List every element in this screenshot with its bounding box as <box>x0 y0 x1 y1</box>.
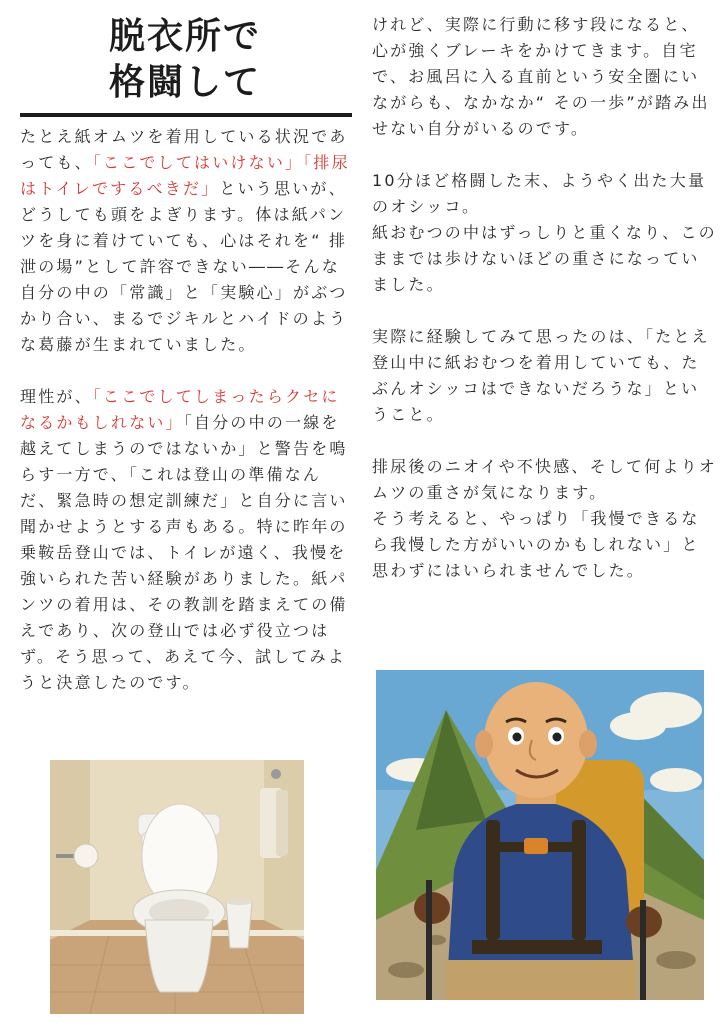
title-underline <box>20 113 352 117</box>
left-p2-text-b: 「自分の中の一線を越えてしまうのではないか」と警告を鳴らす一方で、「これは登山の準備なんだ、緊急時の想定訓練だ」と自分に言い聞かせようとする声もある。特に昨年の乗鞍岳登山では、トイレが遠く、我慢を強いられた苦い経験がありました。紙パンツの着用は、その教訓を踏まえての備えであり、次の登山では必ず役立つはず。そう思って、あえて今、試してみようと決意したのです。 <box>20 413 348 692</box>
right-p4-line-a: 排尿後のニオイや不快感、そして何よりオムツの重さが気になります。 <box>372 457 718 502</box>
page-title <box>40 14 330 106</box>
left-p1-text-b: という思いが、どうしても頭をよぎります。体は紙パンツを身に着けていても、心はそれを“ 排泄の場”として許容できない――そんな自分の中の「常識」と「実験心」がぶつかり合い、まるでジキルとハイドのような葛藤が生まれていました。 <box>20 179 348 354</box>
right-p2-line-b: 紙おむつの中はずっしりと重くなり、このままでは歩けないほどの重さになっていました。 <box>372 223 717 294</box>
right-paragraph-3: 実際に経験してみて思ったのは、「たとえ登山中に紙おむつを着用していても、たぶんオシッコはできないだろうな」ということ。 <box>372 327 710 424</box>
left-paragraph-2 <box>20 384 352 696</box>
left-p1-text-a: たとえ紙オムツを着用している状況であっても、 <box>20 127 348 172</box>
title-line-1: 脱衣所で <box>108 16 261 57</box>
toilet-photo <box>50 760 304 1014</box>
right-column <box>372 12 717 610</box>
left-paragraph-1 <box>20 124 352 358</box>
hiker-illustration <box>376 670 704 1000</box>
left-p1-highlight: 「ここでしてはいけない」「排尿はトイレでするべきだ」 <box>20 153 350 198</box>
left-p2-highlight: 「ここでしてしまったらクセになるかもしれない」 <box>20 387 340 432</box>
right-p2-line-a: 10分ほど格闘した末、ようやく出た大量のオシッコ。 <box>372 171 707 216</box>
left-column <box>20 124 352 722</box>
right-paragraph-1: けれど、実際に行動に移す段になると、心が強くブレーキをかけてきます。自宅で、お風呂に入る直前という安全圏にいながらも、なかなか“ その一歩”が踏み出せない自分がいるのです。 <box>372 15 710 138</box>
title-line-2: 格闘して <box>108 62 261 103</box>
right-paragraph-4 <box>372 454 717 584</box>
right-paragraph-2 <box>372 168 717 298</box>
right-p4-line-b: そう考えると、やっぱり「我慢できるなら我慢した方がいいのかもしれない」と思わずにはいられませんでした。 <box>372 509 700 580</box>
left-p2-text-a: 理性が、 <box>20 387 93 406</box>
